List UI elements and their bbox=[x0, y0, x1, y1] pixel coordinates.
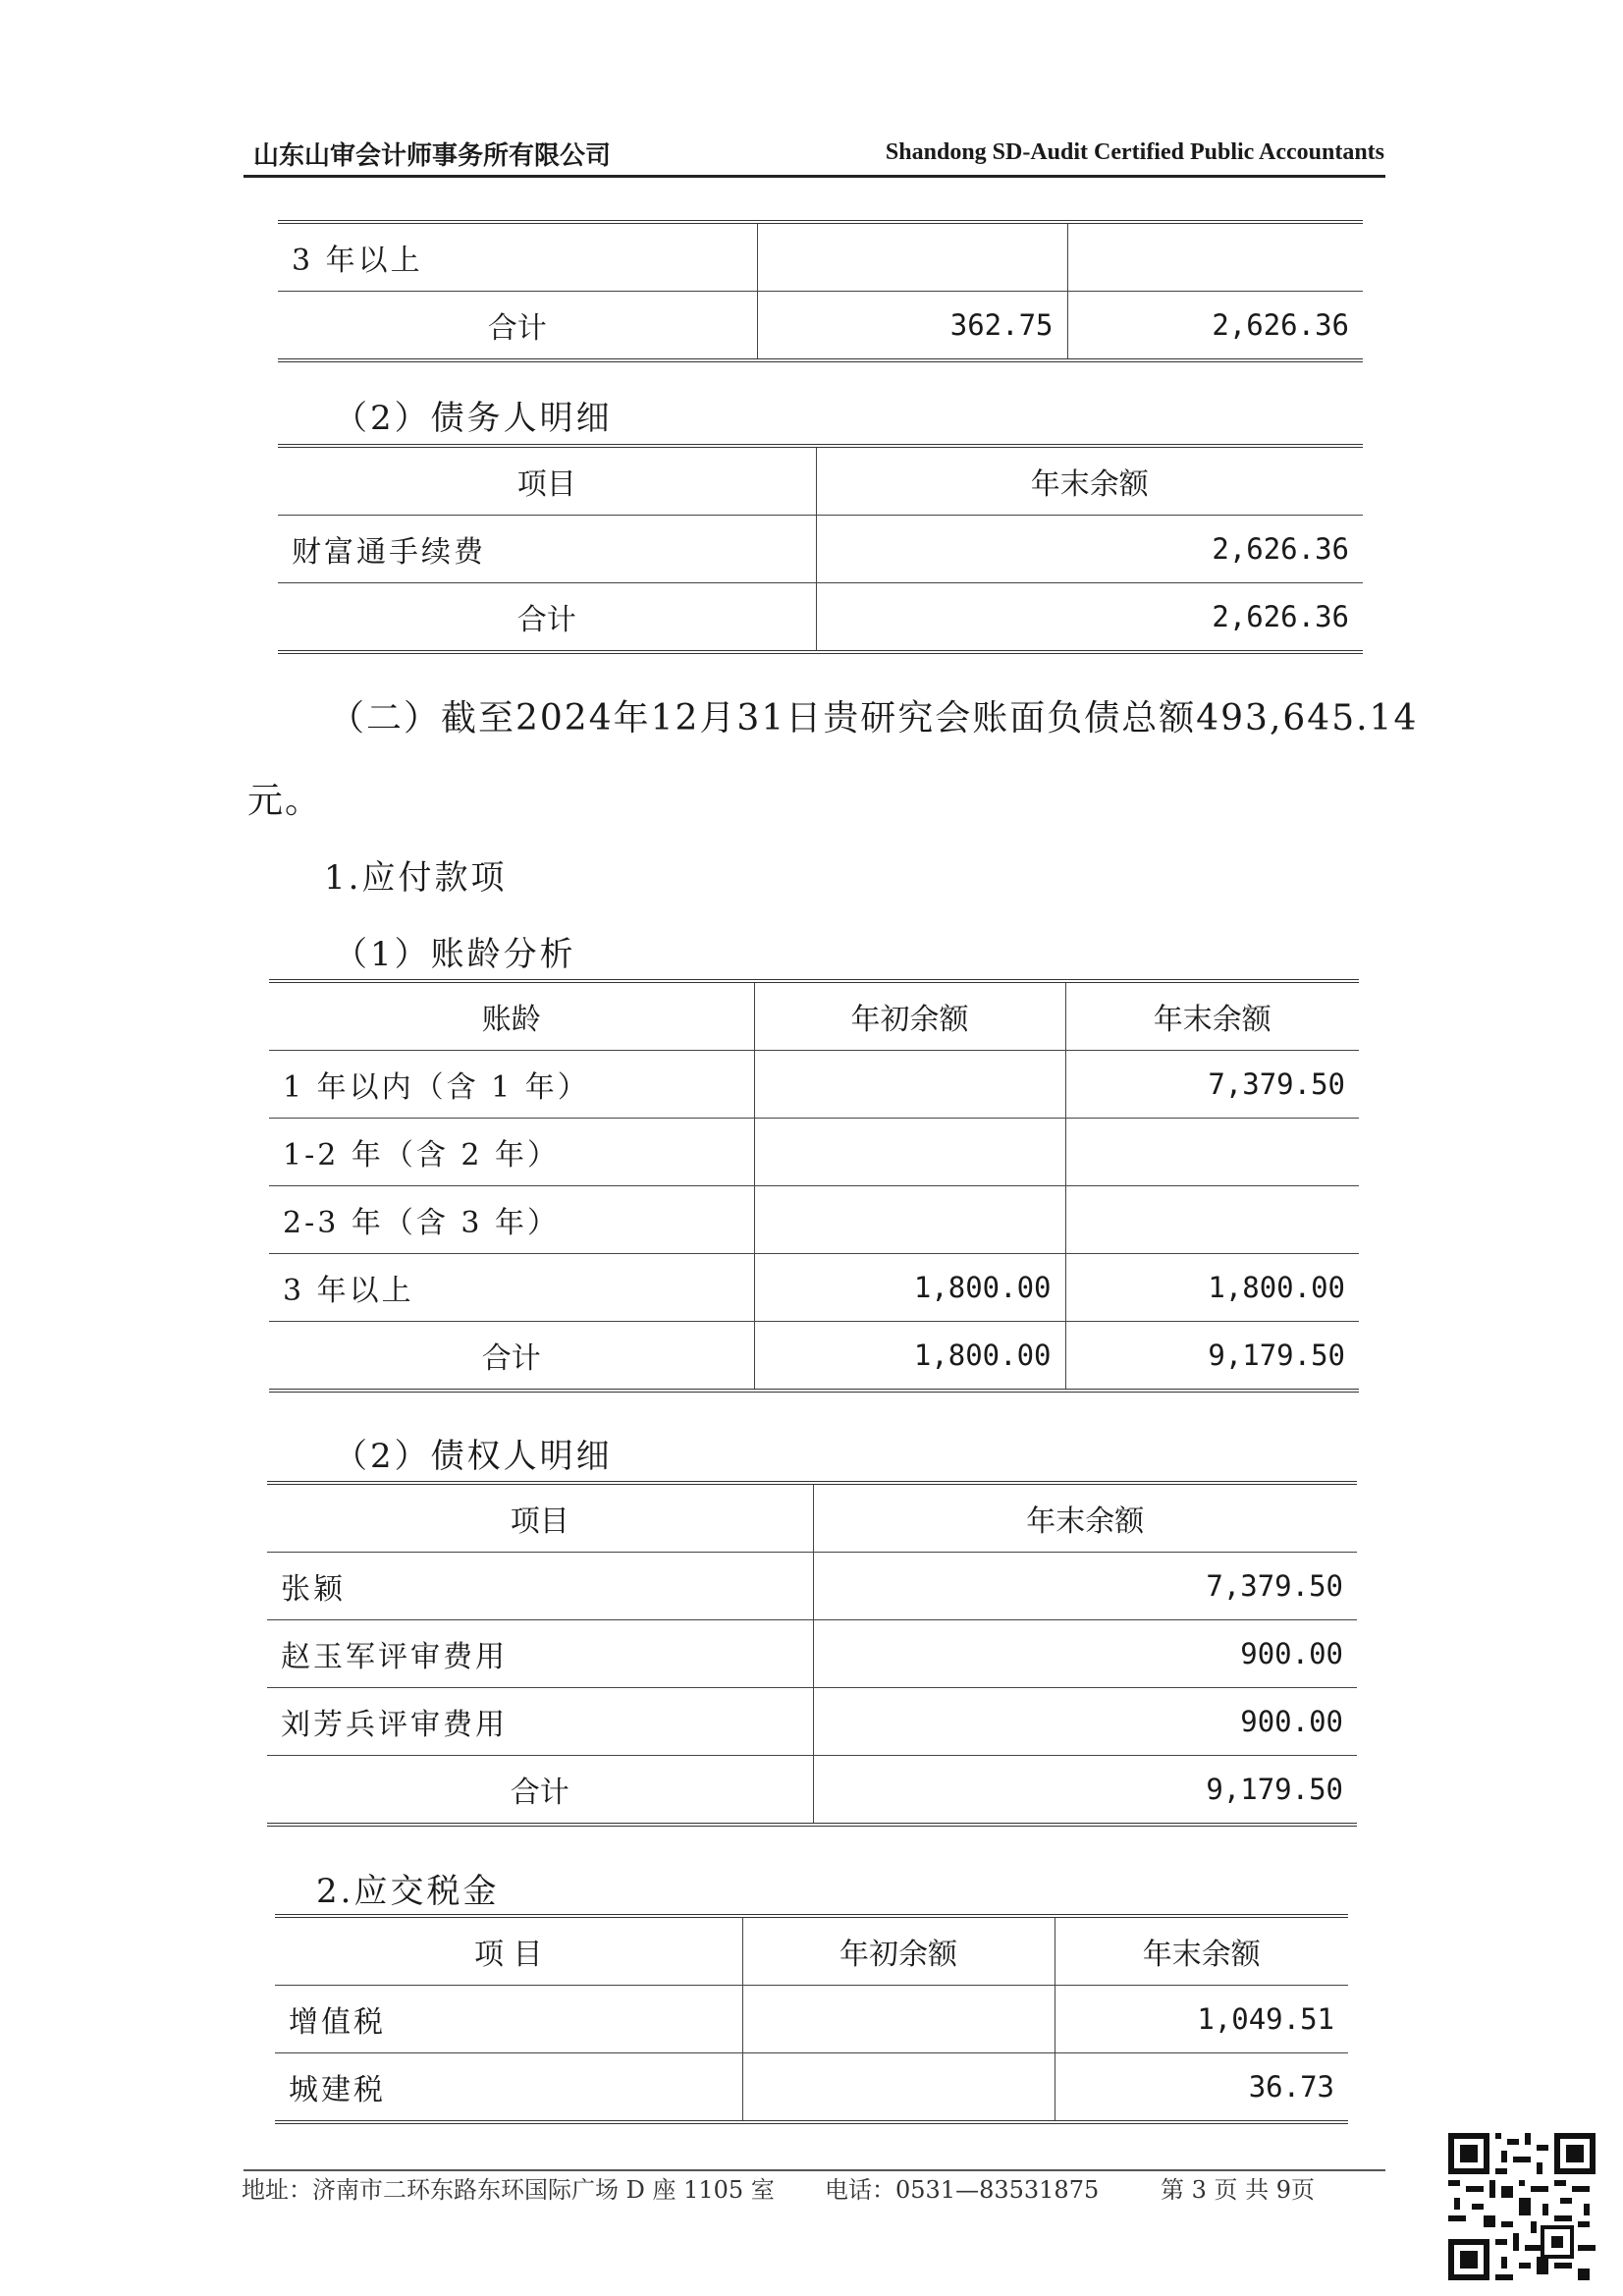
opening-balance-cell: 1,800.00 bbox=[754, 1322, 1065, 1392]
liabilities-paragraph-line1: （二）截至2024年12月31日贵研究会账面负债总额493,645.14 bbox=[329, 698, 1419, 738]
row-label: 合计 bbox=[278, 292, 757, 361]
col-header-opening: 年初余额 bbox=[754, 981, 1065, 1051]
row-label: 1-2 年（含 2 年） bbox=[269, 1119, 754, 1186]
col-header-aging: 账龄 bbox=[269, 981, 754, 1051]
table-header-row bbox=[267, 1483, 1357, 1553]
table-row bbox=[269, 1186, 1359, 1254]
closing-balance-cell: 2,626.36 bbox=[816, 583, 1363, 653]
table-row bbox=[278, 222, 1363, 292]
row-label: 财富通手续费 bbox=[278, 516, 816, 583]
liabilities-paragraph-line2: 元。 bbox=[247, 781, 323, 821]
section-heading-creditor: （2）债权人明细 bbox=[334, 1437, 613, 1476]
tax-payable-table bbox=[275, 1914, 1348, 2124]
opening-balance-cell: 1,800.00 bbox=[754, 1254, 1065, 1322]
table-row bbox=[267, 1756, 1357, 1826]
table-row bbox=[269, 1254, 1359, 1322]
footer-address: 地址：济南市二环东路东环国际广场 D 座 1105 室 bbox=[242, 2176, 775, 2204]
closing-balance-cell: 2,626.36 bbox=[1067, 292, 1363, 361]
col-header-closing: 年末余额 bbox=[813, 1483, 1357, 1553]
table-header-row bbox=[275, 1916, 1348, 1986]
closing-balance-cell: 900.00 bbox=[813, 1620, 1357, 1688]
section-heading-payables: 1.应付款项 bbox=[324, 858, 508, 898]
header-rule bbox=[243, 175, 1385, 178]
closing-balance-cell: 7,379.50 bbox=[1065, 1051, 1359, 1119]
row-label: 合计 bbox=[278, 583, 816, 653]
table-header-row bbox=[269, 981, 1359, 1051]
table-row bbox=[267, 1620, 1357, 1688]
row-label: 3 年以上 bbox=[269, 1254, 754, 1322]
section-heading-debtor: （2）债务人明细 bbox=[334, 399, 613, 438]
col-header-item: 项目 bbox=[267, 1483, 813, 1553]
section-heading-tax: 2.应交税金 bbox=[316, 1872, 500, 1911]
col-header-item: 项目 bbox=[278, 446, 816, 516]
closing-balance-cell bbox=[1065, 1119, 1359, 1186]
opening-balance-cell bbox=[757, 222, 1067, 292]
opening-balance-cell: 362.75 bbox=[757, 292, 1067, 361]
row-label: 增值税 bbox=[275, 1986, 742, 2053]
col-header-closing: 年末余额 bbox=[1055, 1916, 1348, 1986]
closing-balance-cell: 2,626.36 bbox=[816, 516, 1363, 583]
opening-balance-cell bbox=[754, 1051, 1065, 1119]
closing-balance-cell bbox=[1067, 222, 1363, 292]
row-label: 张颖 bbox=[267, 1553, 813, 1620]
closing-balance-cell: 1,049.51 bbox=[1055, 1986, 1348, 2053]
row-label: 合计 bbox=[269, 1322, 754, 1392]
row-label: 刘芳兵评审费用 bbox=[267, 1688, 813, 1756]
row-label: 3 年以上 bbox=[278, 222, 757, 292]
creditor-detail-table bbox=[267, 1481, 1357, 1827]
row-label: 1 年以内（含 1 年） bbox=[269, 1051, 754, 1119]
table-row bbox=[275, 2053, 1348, 2123]
closing-balance-cell: 9,179.50 bbox=[1065, 1322, 1359, 1392]
opening-balance-cell bbox=[742, 2053, 1055, 2123]
footer-page-number: 第 3 页 共 9页 bbox=[1161, 2176, 1316, 2204]
qr-code-icon[interactable] bbox=[1448, 2133, 1596, 2280]
debtor-detail-table bbox=[278, 444, 1363, 654]
table-row bbox=[269, 1051, 1359, 1119]
opening-balance-cell bbox=[754, 1186, 1065, 1254]
row-label: 2-3 年（含 3 年） bbox=[269, 1186, 754, 1254]
table-row bbox=[278, 583, 1363, 653]
closing-balance-cell: 900.00 bbox=[813, 1688, 1357, 1756]
table-row bbox=[278, 292, 1363, 361]
col-header-closing: 年末余额 bbox=[1065, 981, 1359, 1051]
payables-aging-table bbox=[269, 979, 1359, 1393]
closing-balance-cell: 9,179.50 bbox=[813, 1756, 1357, 1826]
table-row bbox=[267, 1553, 1357, 1620]
closing-balance-cell: 36.73 bbox=[1055, 2053, 1348, 2123]
table-row bbox=[267, 1688, 1357, 1756]
receivable-aging-table-cont bbox=[278, 220, 1363, 362]
col-header-opening: 年初余额 bbox=[742, 1916, 1055, 1986]
firm-name-cn: 山东山审会计师事务所有限公司 bbox=[253, 141, 612, 171]
closing-balance-cell: 1,800.00 bbox=[1065, 1254, 1359, 1322]
table-row bbox=[269, 1322, 1359, 1392]
col-header-item: 项 目 bbox=[275, 1916, 742, 1986]
row-label: 合计 bbox=[267, 1756, 813, 1826]
opening-balance-cell bbox=[754, 1119, 1065, 1186]
opening-balance-cell bbox=[742, 1986, 1055, 2053]
closing-balance-cell: 7,379.50 bbox=[813, 1553, 1357, 1620]
footer-phone: 电话：0531—83531875 bbox=[825, 2176, 1100, 2204]
closing-balance-cell bbox=[1065, 1186, 1359, 1254]
table-row bbox=[278, 516, 1363, 583]
table-header-row bbox=[278, 446, 1363, 516]
table-row bbox=[275, 1986, 1348, 2053]
row-label: 城建税 bbox=[275, 2053, 742, 2123]
table-row bbox=[269, 1119, 1359, 1186]
section-heading-aging: （1）账龄分析 bbox=[334, 935, 576, 974]
firm-name-en: Shandong SD-Audit Certified Public Accountants bbox=[885, 139, 1384, 165]
col-header-closing: 年末余额 bbox=[816, 446, 1363, 516]
row-label: 赵玉军评审费用 bbox=[267, 1620, 813, 1688]
